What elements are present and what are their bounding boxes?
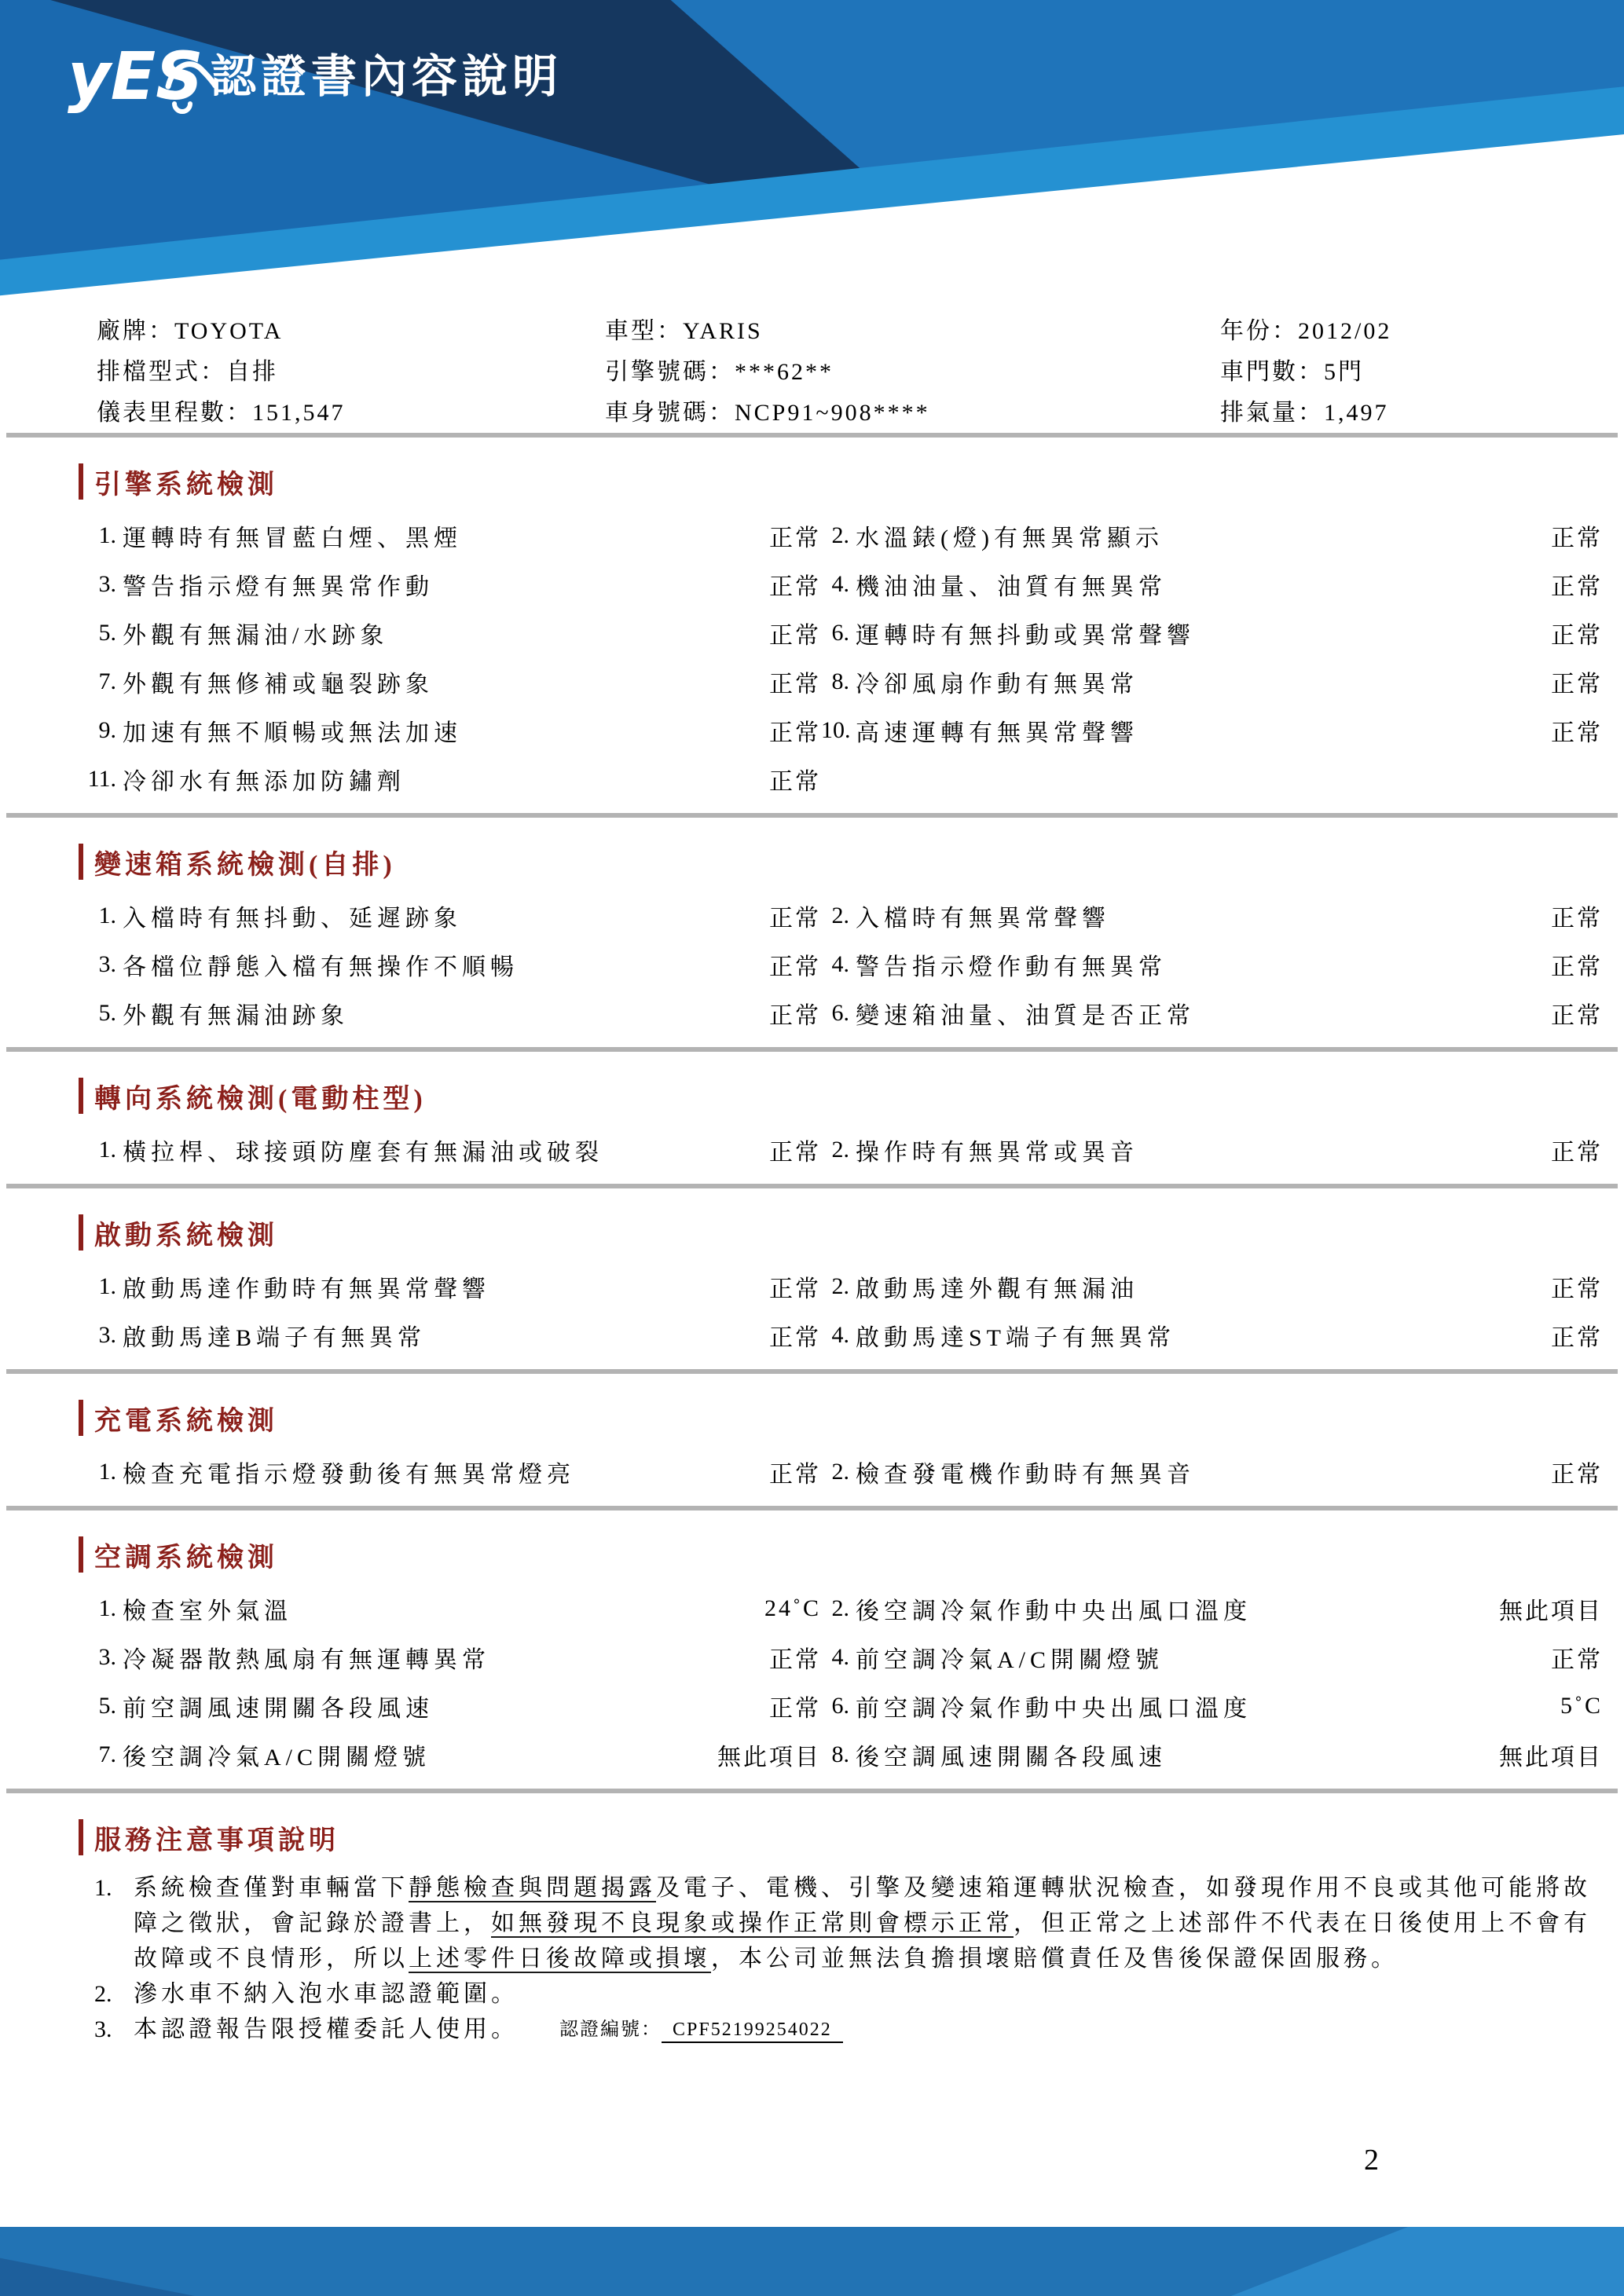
item-result: 正常 bbox=[769, 525, 821, 551]
item-row bbox=[6, 1682, 1618, 1730]
item-number: 6. bbox=[831, 1000, 849, 1026]
item-number: 3. bbox=[98, 571, 116, 597]
sections bbox=[6, 433, 1618, 2057]
info-field-label: 排檔型式： bbox=[97, 359, 226, 385]
info-field-label: 車型： bbox=[605, 318, 683, 344]
item-result: 正常 bbox=[769, 906, 821, 932]
inspection-item bbox=[821, 518, 1618, 553]
item-result: 正常 bbox=[769, 1140, 821, 1166]
note-segment: ，但正常之上述部件不代表在日後使用上不會有故障或不良情形，所以 bbox=[134, 1910, 1591, 1972]
item-result: 正常 bbox=[1551, 574, 1603, 600]
info-field bbox=[1220, 311, 1391, 352]
section-title-text: 空調系統檢測 bbox=[94, 1543, 278, 1573]
item-label: 外觀有無漏油跡象 bbox=[123, 1003, 349, 1029]
item-label: 變速箱油量、油質是否正常 bbox=[856, 1003, 1195, 1029]
item-number: 4. bbox=[831, 1644, 849, 1670]
item-number: 4. bbox=[831, 1322, 849, 1348]
item-result: 正常 bbox=[769, 1276, 821, 1302]
item-label: 啟動馬達外觀有無漏油 bbox=[856, 1276, 1138, 1302]
info-field-value: TOYOTA bbox=[174, 318, 284, 344]
note-number: 3. bbox=[94, 2016, 112, 2042]
section-title-bar bbox=[79, 1536, 83, 1573]
inspection-item bbox=[6, 996, 821, 1031]
inspection-section bbox=[6, 1047, 1618, 1184]
section-title bbox=[79, 1537, 1618, 1572]
item-number: 7. bbox=[98, 1741, 116, 1767]
item-number: 1. bbox=[98, 522, 116, 548]
item-number: 1. bbox=[98, 1273, 116, 1299]
item-label: 橫拉桿、球接頭防塵套有無漏油或破裂 bbox=[123, 1140, 603, 1166]
info-field-label: 儀表里程數： bbox=[97, 400, 252, 426]
item-number: 11. bbox=[87, 766, 116, 792]
info-field-label: 引擎號碼： bbox=[605, 359, 735, 385]
vehicle-info-column-2 bbox=[605, 311, 930, 434]
section-title-text: 變速箱系統檢測(自排) bbox=[94, 850, 396, 880]
item-result: 正常 bbox=[1551, 1462, 1603, 1488]
section-title bbox=[79, 1078, 1618, 1113]
item-result: 正常 bbox=[769, 1003, 821, 1029]
item-label: 前空調風速開關各段風速 bbox=[123, 1696, 434, 1722]
vehicle-info-column-1 bbox=[97, 311, 346, 434]
inspection-item bbox=[821, 1269, 1618, 1304]
inspection-item bbox=[821, 616, 1618, 650]
inspection-section bbox=[6, 813, 1618, 1047]
item-label: 外觀有無修補或龜裂跡象 bbox=[123, 672, 434, 698]
inspection-item bbox=[6, 1133, 821, 1167]
item-result: 無此項目 bbox=[1499, 1745, 1603, 1771]
info-field bbox=[1220, 393, 1391, 434]
item-result: 正常 bbox=[1551, 1325, 1603, 1351]
item-number: 7. bbox=[98, 668, 116, 694]
item-row bbox=[6, 657, 1618, 706]
item-result: 正常 bbox=[1551, 1003, 1603, 1029]
info-field bbox=[97, 352, 346, 393]
notes-section bbox=[6, 1789, 1618, 2057]
inspection-item bbox=[6, 947, 821, 982]
section-title-text: 服務注意事項說明 bbox=[94, 1825, 339, 1855]
item-number: 1. bbox=[98, 903, 116, 928]
item-result: 正常 bbox=[1551, 954, 1603, 980]
item-row bbox=[6, 1126, 1618, 1174]
vehicle-info-column-3 bbox=[1220, 311, 1391, 434]
item-number: 3. bbox=[98, 1644, 116, 1670]
inspection-item bbox=[821, 713, 1618, 748]
item-number: 10. bbox=[821, 717, 851, 743]
item-label: 啟動馬達ST端子有無異常 bbox=[856, 1325, 1176, 1351]
info-field-label: 排氣量： bbox=[1220, 400, 1324, 426]
item-number: 3. bbox=[98, 1322, 116, 1348]
item-result: 正常 bbox=[1551, 525, 1603, 551]
item-result: 正常 bbox=[1551, 1647, 1603, 1673]
section-title-bar bbox=[79, 463, 83, 500]
yes-logo-graphic bbox=[68, 31, 217, 118]
section-title bbox=[79, 1215, 1618, 1250]
inspection-item bbox=[6, 899, 821, 933]
note-segment: 如無發現不良現象或操作正常則會標示正常 bbox=[491, 1910, 1014, 1936]
section-title-bar bbox=[79, 1819, 83, 1855]
item-result: 無此項目 bbox=[1499, 1598, 1603, 1624]
info-field-label: 廠牌： bbox=[97, 318, 174, 344]
item-row bbox=[6, 1584, 1618, 1633]
cert-number: CPF52199254022 bbox=[662, 2020, 843, 2043]
info-field bbox=[605, 311, 930, 352]
item-label: 冷凝器散熱風扇有無運轉異常 bbox=[123, 1647, 490, 1673]
item-result: 正常 bbox=[1551, 720, 1603, 746]
item-result: 5˚C bbox=[1560, 1693, 1603, 1719]
item-result: 正常 bbox=[1551, 1140, 1603, 1166]
item-label: 高速運轉有無異常聲響 bbox=[856, 720, 1138, 746]
page-title: 認證書內容說明 bbox=[211, 51, 563, 102]
item-number: 5. bbox=[98, 1000, 116, 1026]
item-row bbox=[6, 511, 1618, 560]
section-title-bar bbox=[79, 1078, 83, 1114]
item-number: 8. bbox=[831, 1741, 849, 1767]
item-label: 前空調冷氣A/C開關燈號 bbox=[856, 1647, 1164, 1673]
section-title-bar bbox=[79, 1214, 83, 1251]
item-label: 後空調冷氣A/C開關燈號 bbox=[123, 1745, 431, 1771]
section-title bbox=[79, 1820, 1618, 1855]
inspection-item bbox=[6, 1269, 821, 1304]
item-number: 2. bbox=[831, 1595, 849, 1621]
yes-logo bbox=[68, 31, 217, 118]
item-number: 2. bbox=[831, 903, 849, 928]
note-segment: ，本公司並無法負擔損壞賠償責任及售後保證保固服務。 bbox=[711, 1946, 1399, 1972]
section-items bbox=[6, 511, 1618, 804]
section-items bbox=[6, 1126, 1618, 1174]
item-result: 正常 bbox=[769, 954, 821, 980]
inspection-section bbox=[6, 433, 1618, 813]
info-field-value: 2012/02 bbox=[1298, 318, 1392, 344]
item-row bbox=[6, 1262, 1618, 1311]
item-number: 1. bbox=[98, 1459, 116, 1485]
section-title-text: 充電系統檢測 bbox=[94, 1406, 278, 1436]
item-number: 8. bbox=[831, 668, 849, 694]
item-number: 5. bbox=[98, 1693, 116, 1719]
item-result: 正常 bbox=[769, 574, 821, 600]
item-number: 6. bbox=[831, 620, 849, 646]
item-row bbox=[6, 706, 1618, 755]
note-text bbox=[134, 1870, 1595, 1976]
inspection-item bbox=[821, 1738, 1618, 1772]
item-label: 外觀有無漏油/水跡象 bbox=[123, 623, 389, 649]
inspection-item bbox=[821, 1689, 1618, 1723]
inspection-item bbox=[821, 1318, 1618, 1353]
section-items bbox=[6, 1584, 1618, 1779]
item-label: 啟動馬達作動時有無異常聲響 bbox=[123, 1276, 490, 1302]
note-number: 1. bbox=[94, 1875, 112, 1901]
inspection-item bbox=[6, 1689, 821, 1723]
item-label: 警告指示燈有無異常作動 bbox=[123, 574, 434, 600]
item-result: 正常 bbox=[769, 1647, 821, 1673]
item-number: 4. bbox=[831, 951, 849, 977]
item-number: 3. bbox=[98, 951, 116, 977]
note-segment: 上述零件日後故障或損壞 bbox=[409, 1946, 711, 1972]
cert-number-field bbox=[559, 2012, 843, 2048]
inspection-section bbox=[6, 1506, 1618, 1789]
info-field-value: 5門 bbox=[1324, 359, 1364, 385]
note-segment: 滲水車不納入泡水車認證範圍。 bbox=[134, 1981, 519, 2007]
info-field-value: 1,497 bbox=[1324, 400, 1389, 426]
item-number: 2. bbox=[831, 1137, 849, 1163]
item-label: 檢查充電指示燈發動後有無異常燈亮 bbox=[123, 1462, 575, 1488]
inspection-item bbox=[821, 947, 1618, 982]
note-text bbox=[134, 2012, 843, 2048]
item-row bbox=[6, 1730, 1618, 1779]
section-items bbox=[6, 892, 1618, 1038]
inspection-item bbox=[821, 567, 1618, 602]
item-row bbox=[6, 1311, 1618, 1360]
cert-number-label: 認證編號： bbox=[559, 2020, 662, 2040]
note-item bbox=[94, 1976, 1618, 2012]
inspection-item bbox=[6, 1455, 821, 1489]
item-label: 冷卻水有無添加防鏽劑 bbox=[123, 769, 405, 795]
item-row bbox=[6, 560, 1618, 609]
item-row bbox=[6, 940, 1618, 989]
inspection-item bbox=[6, 616, 821, 650]
inspection-item bbox=[821, 665, 1618, 699]
section-title-text: 引擎系統檢測 bbox=[94, 470, 278, 500]
info-field-label: 年份： bbox=[1220, 318, 1298, 344]
item-number: 2. bbox=[831, 1459, 849, 1485]
item-result: 無此項目 bbox=[717, 1745, 821, 1771]
info-field-label: 車身號碼： bbox=[605, 400, 735, 426]
item-number: 6. bbox=[831, 1693, 849, 1719]
item-number: 9. bbox=[98, 717, 116, 743]
note-text bbox=[134, 1976, 519, 2012]
item-result: 正常 bbox=[1551, 672, 1603, 698]
note-item bbox=[94, 2012, 1618, 2048]
footer-band bbox=[0, 2227, 1624, 2296]
item-label: 入檔時有無抖動、延遲跡象 bbox=[123, 906, 462, 932]
inspection-item bbox=[6, 1738, 821, 1772]
item-result: 正常 bbox=[769, 672, 821, 698]
item-label: 冷卻風扇作動有無異常 bbox=[856, 672, 1138, 698]
inspection-item bbox=[6, 1640, 821, 1675]
note-segment: 系統檢查僅對車輛當下 bbox=[134, 1875, 409, 1901]
item-label: 水溫錶(燈)有無異常顯示 bbox=[856, 525, 1164, 551]
item-number: 1. bbox=[98, 1595, 116, 1621]
item-label: 啟動馬達B端子有無異常 bbox=[123, 1325, 427, 1351]
note-segment: 本認證報告限授權委託人使用。 bbox=[134, 2016, 519, 2042]
section-title-bar bbox=[79, 1400, 83, 1436]
info-field bbox=[605, 352, 930, 393]
item-label: 運轉時有無冒藍白煙、黑煙 bbox=[123, 525, 462, 551]
note-item bbox=[94, 1870, 1618, 1976]
item-number: 2. bbox=[831, 522, 849, 548]
inspection-item bbox=[6, 762, 821, 796]
section-title-text: 轉向系統檢測(電動柱型) bbox=[94, 1084, 427, 1114]
inspection-item bbox=[821, 996, 1618, 1031]
page-number: 2 bbox=[1364, 2144, 1379, 2177]
inspection-item bbox=[6, 1591, 821, 1626]
item-result: 正常 bbox=[769, 1325, 821, 1351]
inspection-item bbox=[821, 1133, 1618, 1167]
inspection-item bbox=[821, 1591, 1618, 1626]
info-field-label: 車門數： bbox=[1220, 359, 1324, 385]
notes-body bbox=[94, 1870, 1618, 2048]
item-row bbox=[6, 1448, 1618, 1496]
item-result: 正常 bbox=[769, 1696, 821, 1722]
item-result: 正常 bbox=[769, 769, 821, 795]
inspection-section bbox=[6, 1184, 1618, 1369]
item-label: 後空調冷氣作動中央出風口溫度 bbox=[856, 1598, 1252, 1624]
item-label: 後空調風速開關各段風速 bbox=[856, 1745, 1167, 1771]
inspection-item bbox=[6, 1318, 821, 1353]
item-label: 入檔時有無異常聲響 bbox=[856, 906, 1110, 932]
yes-logo-text: yES bbox=[68, 38, 203, 115]
section-title bbox=[79, 844, 1618, 879]
item-label: 前空調冷氣作動中央出風口溫度 bbox=[856, 1696, 1252, 1722]
inspection-section bbox=[6, 1369, 1618, 1506]
item-row bbox=[6, 989, 1618, 1038]
inspection-item bbox=[6, 665, 821, 699]
page-header bbox=[0, 0, 1624, 298]
item-result: 正常 bbox=[769, 720, 821, 746]
inspection-item bbox=[6, 518, 821, 553]
item-result: 24˚C bbox=[764, 1595, 821, 1621]
item-number: 1. bbox=[98, 1137, 116, 1163]
note-segment: 及電子、電機、引擎及變速箱運轉狀況檢查，如發現作用不良或其他可能將故障之徵狀，會記錄於證書上， bbox=[134, 1875, 1591, 1936]
note-segment: 靜態檢查與問題揭露 bbox=[409, 1875, 656, 1901]
note-number: 2. bbox=[94, 1981, 112, 2007]
footer-shape-dark bbox=[0, 2227, 1624, 2296]
item-label: 操作時有無異常或異音 bbox=[856, 1140, 1138, 1166]
item-row bbox=[6, 609, 1618, 657]
item-row bbox=[6, 892, 1618, 940]
item-label: 加速有無不順暢或無法加速 bbox=[123, 720, 462, 746]
inspection-item bbox=[821, 1455, 1618, 1489]
info-field bbox=[1220, 352, 1391, 393]
item-number: 5. bbox=[98, 620, 116, 646]
item-label: 檢查發電機作動時有無異音 bbox=[856, 1462, 1195, 1488]
info-field-value: ***62** bbox=[735, 359, 834, 385]
info-field bbox=[97, 311, 346, 352]
section-title bbox=[79, 1401, 1618, 1435]
inspection-item bbox=[6, 713, 821, 748]
item-row bbox=[6, 755, 1618, 804]
inspection-item bbox=[6, 567, 821, 602]
item-number: 4. bbox=[831, 571, 849, 597]
info-field-value: YARIS bbox=[683, 318, 763, 344]
item-label: 各檔位靜態入檔有無操作不順暢 bbox=[123, 954, 519, 980]
item-number: 2. bbox=[831, 1273, 849, 1299]
info-field-value: NCP91~908**** bbox=[735, 400, 930, 426]
section-items bbox=[6, 1448, 1618, 1496]
item-label: 檢查室外氣溫 bbox=[123, 1598, 292, 1624]
section-title bbox=[79, 464, 1618, 499]
inspection-item bbox=[821, 899, 1618, 933]
item-result: 正常 bbox=[1551, 1276, 1603, 1302]
info-field bbox=[605, 393, 930, 434]
info-field bbox=[97, 393, 346, 434]
item-row bbox=[6, 1633, 1618, 1682]
section-title-text: 啟動系統檢測 bbox=[94, 1221, 278, 1251]
section-title-bar bbox=[79, 844, 83, 880]
item-label: 警告指示燈作動有無異常 bbox=[856, 954, 1167, 980]
section-items bbox=[6, 1262, 1618, 1360]
item-result: 正常 bbox=[769, 1462, 821, 1488]
item-result: 正常 bbox=[769, 623, 821, 649]
info-field-value: 自排 bbox=[226, 359, 278, 385]
item-result: 正常 bbox=[1551, 906, 1603, 932]
info-field-value: 151,547 bbox=[252, 400, 346, 426]
inspection-item bbox=[821, 1640, 1618, 1675]
item-result: 正常 bbox=[1551, 623, 1603, 649]
item-label: 運轉時有無抖動或異常聲響 bbox=[856, 623, 1195, 649]
item-label: 機油油量、油質有無異常 bbox=[856, 574, 1167, 600]
